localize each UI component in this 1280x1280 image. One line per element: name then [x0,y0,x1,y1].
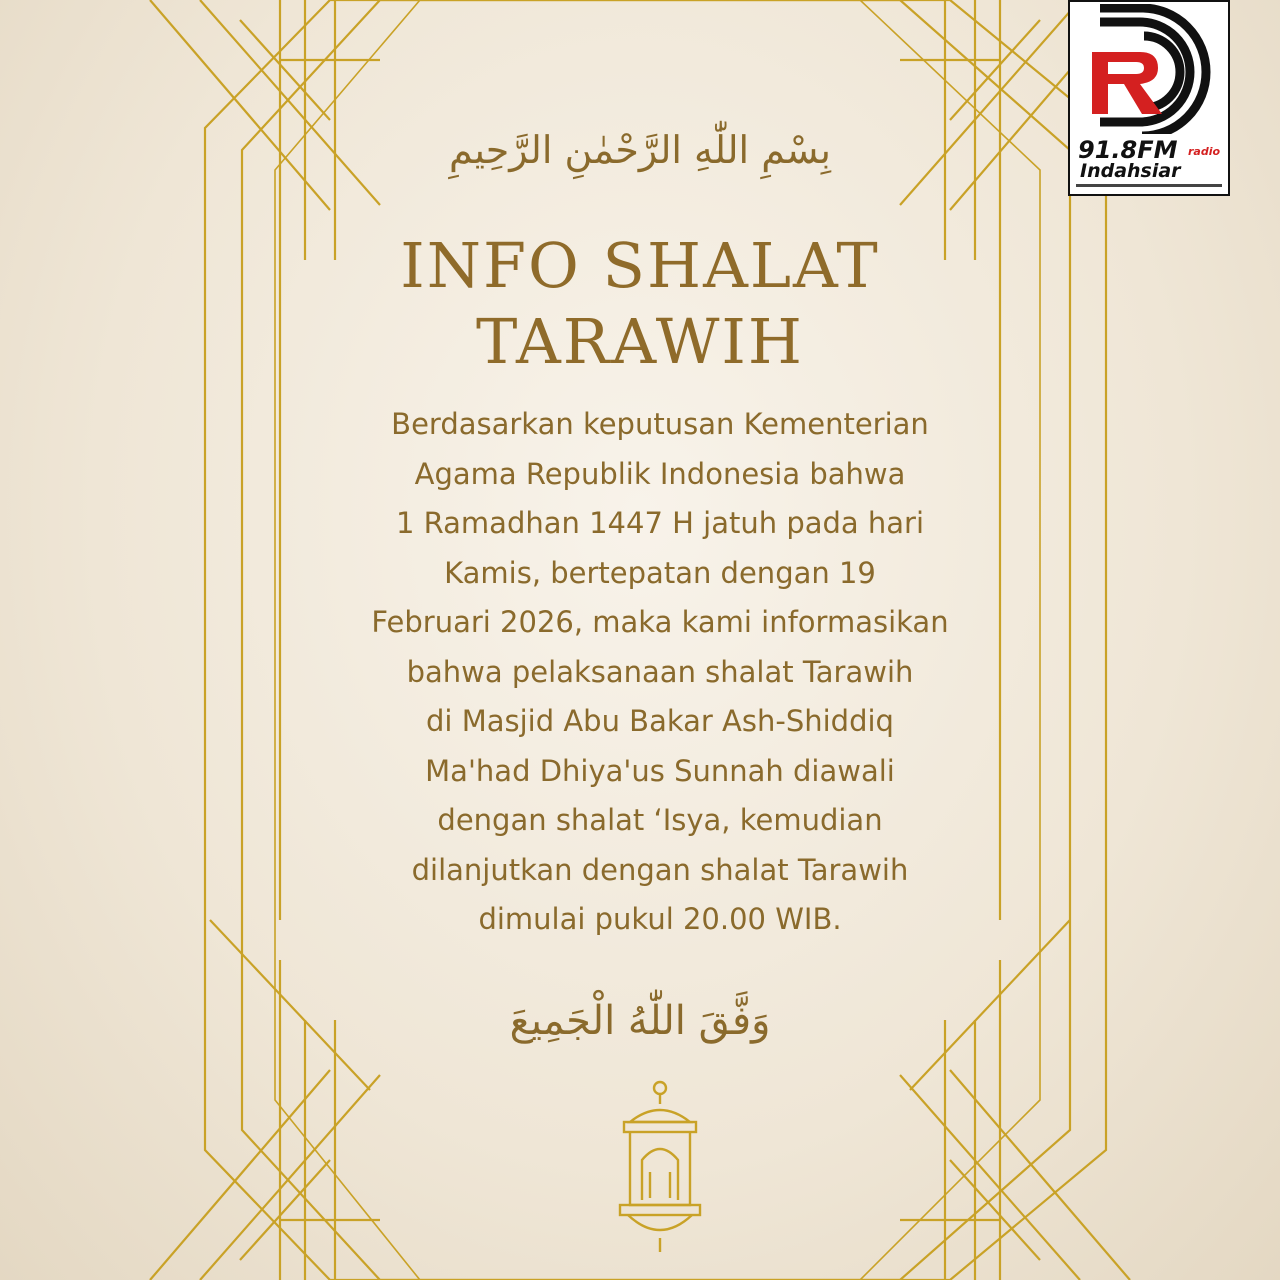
logo-frequency: 91.8FM [1078,136,1178,164]
body-line: dilanjutkan dengan shalat Tarawih [411,852,909,887]
body-line: Berdasarkan keputusan Kementerian [391,407,929,441]
body-line: bahwa pelaksanaan shalat Tarawih [406,654,914,689]
page-title [0,228,1280,380]
body-line: Kamis, bertepatan dengan 19 [444,555,876,590]
body-line: Agama Republik Indonesia bahwa [414,456,906,491]
body-line: Februari 2026, maka kami informasikan [371,605,949,639]
body-line: di Masjid Abu Bakar Ash-Shiddiq [426,704,894,738]
body-line: dengan shalat ‘Isya, kemudian [437,803,883,837]
body-line: 1 Ramadhan 1447 H jatuh pada hari [395,506,925,540]
closing-prayer-text: وَفَّقَ اللّٰهُ الْجَمِيعَ [509,998,771,1044]
radio-logo [1068,0,1230,196]
bismillah-text: بِسْمِ اللّٰهِ الرَّحْمٰنِ الرَّحِيمِ [449,128,831,172]
logo-brand: Indahsiar [1080,160,1181,182]
title-line-1: INFO SHALAT [400,229,880,302]
logo-radio-word: radio [1188,145,1221,158]
radio-logo-icon [1070,4,1228,134]
title-line-2: TARAWIH [476,305,804,378]
body-line: Ma'had Dhiya'us Sunnah diawali [425,753,895,788]
lantern-icon [620,1082,700,1252]
announcement-body [340,400,980,945]
logo-tagline-bar [1076,184,1222,187]
body-line: dimulai pukul 20.00 WIB. [478,902,842,936]
